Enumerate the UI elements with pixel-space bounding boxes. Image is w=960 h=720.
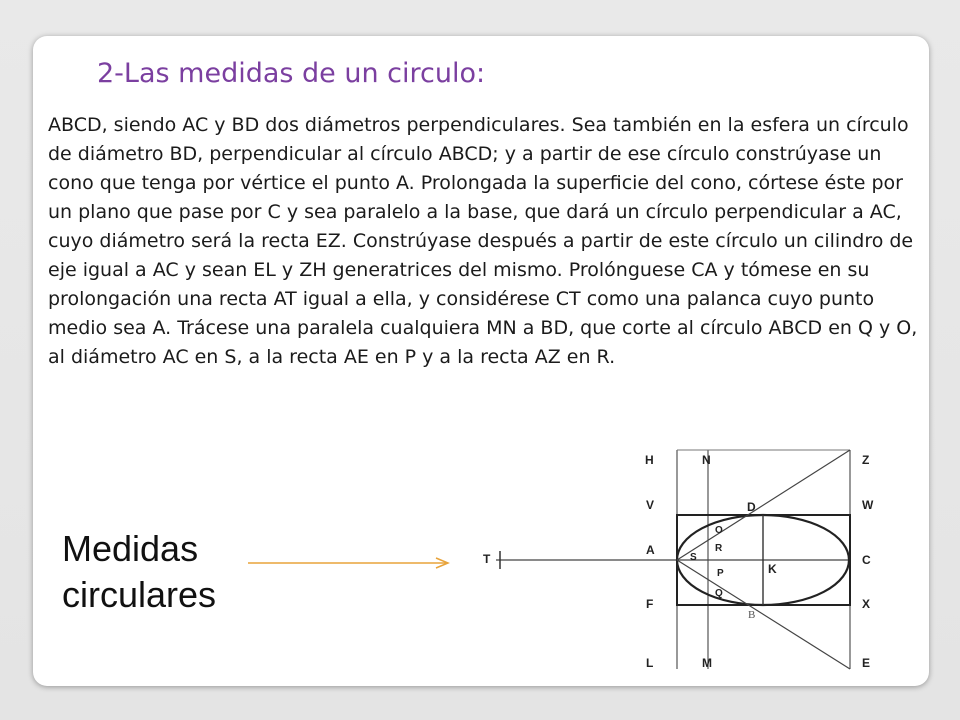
label-B: B xyxy=(748,609,756,621)
label-X: X xyxy=(862,597,871,611)
label-V: V xyxy=(646,498,655,512)
label-F: F xyxy=(646,597,654,611)
body-paragraph: ABCD, siendo AC y BD dos diámetros perpendiculares. Sea también en la esfera un círculo de diámetro BD, perpendicular al círculo ABCD; y a partir de ese círculo constrúyase un cono que tenga por vértice el punto A. Prolongada la superficie del cono, córtese éste por un plano que pase por C y sea paralelo a la base, que dará un círculo perpendicular a AC, cuyo diámetro será la recta EZ. Constrúyase después a partir de este círculo un cilindro de eje igual a AC y sean EL y ZH generatrices del mismo. Prolónguese CA y tómese en su prolongación una recta AT igual a ella, y considérese CT como una palanca cuyo punto medio sea A. Trácese una paralela cualquiera MN a BD, que corte al círculo ABCD en Q y O, al diámetro AC en S, a la recta AE en P y a la recta AZ en R. xyxy=(48,114,918,368)
label-N: N xyxy=(702,453,711,467)
geometric-figure xyxy=(470,445,890,677)
label-A: A xyxy=(646,543,655,557)
figure-caption xyxy=(62,526,216,618)
label-Z: Z xyxy=(862,453,870,467)
label-P: P xyxy=(717,568,724,579)
label-O: O xyxy=(715,525,723,536)
label-M: M xyxy=(702,656,712,670)
label-D: D xyxy=(747,500,756,514)
label-S: S xyxy=(690,552,697,563)
caption-line-1: Medidas xyxy=(62,528,199,569)
label-E: E xyxy=(862,656,871,670)
slide-title: 2-Las medidas de un circulo: xyxy=(97,58,486,89)
label-R: R xyxy=(715,543,723,554)
label-C: C xyxy=(862,553,871,567)
label-L: L xyxy=(646,656,654,670)
label-T: T xyxy=(483,552,491,566)
caption-line-2: circulares xyxy=(62,574,217,615)
label-K: K xyxy=(768,562,777,576)
label-Q: Q xyxy=(715,588,723,599)
label-W: W xyxy=(862,498,874,512)
label-H: H xyxy=(645,453,654,467)
caption-arrow xyxy=(246,556,456,570)
